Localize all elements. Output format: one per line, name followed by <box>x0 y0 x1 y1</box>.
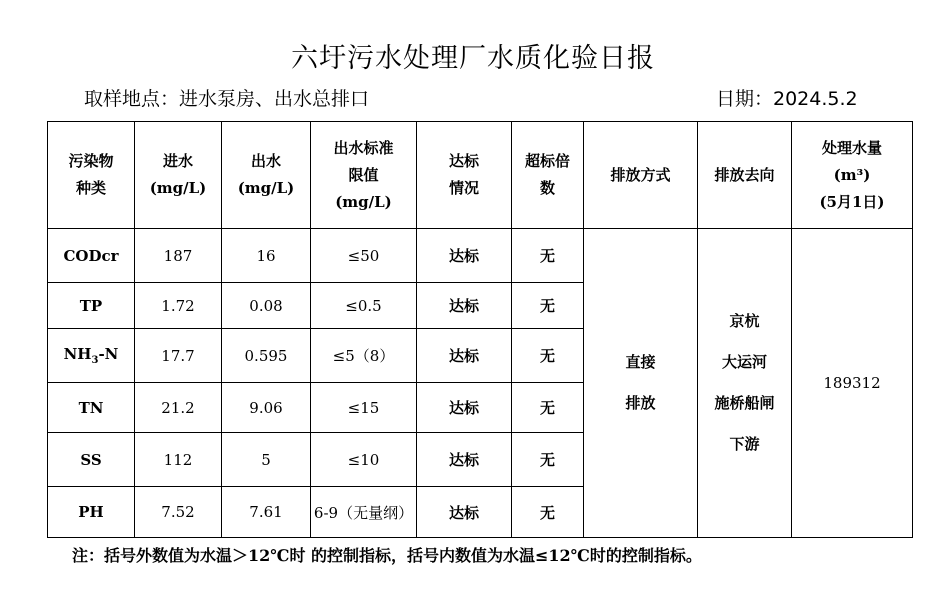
limit-value: ≤10 <box>311 433 417 487</box>
sampling-site: 取样地点：进水泵房、出水总排口 <box>84 88 370 110</box>
pollutant-name: $NH_3-N$ <box>48 329 135 383</box>
compliance-status: 达标 <box>417 433 512 487</box>
treated-volume: 189312 <box>792 229 913 538</box>
compliance-status: 达标 <box>417 487 512 538</box>
exceed-multiple: 无 <box>512 329 584 383</box>
inflow-value: 1.72 <box>135 283 222 329</box>
pollutant-name: PH <box>48 487 135 538</box>
water-quality-table <box>47 121 913 538</box>
header-exceed: 超标倍 数 <box>512 122 584 229</box>
report-date: 日期：2024.5.2 <box>716 88 858 110</box>
table-row <box>48 229 913 283</box>
header-limit: 出水标准 限值 (mg/L) <box>311 122 417 229</box>
limit-value: ≤50 <box>311 229 417 283</box>
inflow-value: 7.52 <box>135 487 222 538</box>
pollutant-name: TN <box>48 383 135 433</box>
limit-value: ≤0.5 <box>311 283 417 329</box>
limit-value: ≤15 <box>311 383 417 433</box>
discharge-method: 直接 排放 <box>584 229 698 538</box>
header-compliance: 达标 情况 <box>417 122 512 229</box>
inflow-value: 187 <box>135 229 222 283</box>
compliance-status: 达标 <box>417 329 512 383</box>
outflow-value: 9.06 <box>222 383 311 433</box>
outflow-value: 16 <box>222 229 311 283</box>
footnote: 注：括号外数值为水温＞12℃时 的控制指标，括号内数值为水温≤12℃时的控制指标。 <box>72 546 702 565</box>
exceed-multiple: 无 <box>512 487 584 538</box>
outflow-value: 5 <box>222 433 311 487</box>
compliance-status: 达标 <box>417 383 512 433</box>
header-volume: 处理水量 (m³) (5月1日) <box>792 122 913 229</box>
exceed-multiple: 无 <box>512 383 584 433</box>
header-discharge-dest: 排放去向 <box>698 122 792 229</box>
pollutant-name: TP <box>48 283 135 329</box>
outflow-value: 7.61 <box>222 487 311 538</box>
discharge-destination: 京杭 大运河 施桥船闸 下游 <box>698 229 792 538</box>
header-outflow: 出水 (mg/L) <box>222 122 311 229</box>
outflow-value: 0.08 <box>222 283 311 329</box>
pollutant-name: SS <box>48 433 135 487</box>
limit-value: 6-9（无量纲） <box>311 487 417 538</box>
header-discharge-method: 排放方式 <box>584 122 698 229</box>
inflow-value: 17.7 <box>135 329 222 383</box>
exceed-multiple: 无 <box>512 283 584 329</box>
outflow-value: 0.595 <box>222 329 311 383</box>
exceed-multiple: 无 <box>512 229 584 283</box>
limit-value: ≤5（8） <box>311 329 417 383</box>
header-inflow: 进水 (mg/L) <box>135 122 222 229</box>
compliance-status: 达标 <box>417 283 512 329</box>
exceed-multiple: 无 <box>512 433 584 487</box>
pollutant-name: CODcr <box>48 229 135 283</box>
report-title: 六圩污水处理厂水质化验日报 <box>291 43 655 74</box>
inflow-value: 112 <box>135 433 222 487</box>
header-row <box>48 122 913 229</box>
header-pollutant: 污染物 种类 <box>48 122 135 229</box>
inflow-value: 21.2 <box>135 383 222 433</box>
compliance-status: 达标 <box>417 229 512 283</box>
